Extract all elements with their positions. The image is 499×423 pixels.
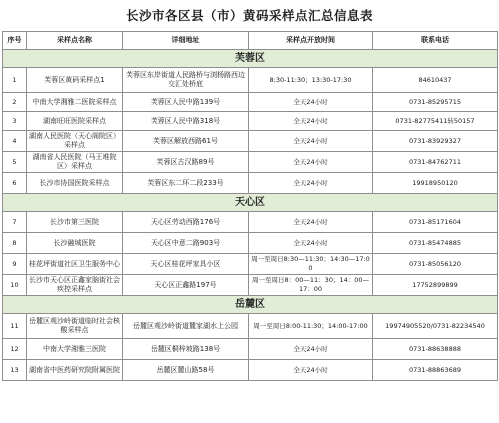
cell-address: 芙蓉区东二环二段233号 <box>123 173 249 194</box>
table-row <box>3 212 498 233</box>
cell-phone: 0731-85295715 <box>373 93 498 112</box>
cell-address: 芙蓉区古汉路89号 <box>123 152 249 173</box>
column-header-address: 详细地址 <box>123 32 249 50</box>
cell-hours: 周一至周日8:00-11:30；14:00-17:00 <box>249 314 373 339</box>
cell-name: 长沙市天心区正鑫家脑街社会疾控采样点 <box>27 275 123 296</box>
cell-hours: 周一至周日8:30—11:30；14:30—17:00 <box>249 254 373 275</box>
cell-phone: 0731-82775411转50157 <box>373 112 498 131</box>
cell-phone: 19974905520/0731-82234540 <box>373 314 498 339</box>
cell-hours: 全天24小时 <box>249 360 373 381</box>
cell-hours: 全天24小时 <box>249 339 373 360</box>
column-header-name: 采样点名称 <box>27 32 123 50</box>
cell-address: 岳麓区观沙岭街道麓家湖水上公园 <box>123 314 249 339</box>
cell-hours: 全天24小时 <box>249 112 373 131</box>
table-row <box>3 254 498 275</box>
cell-phone: 0731-83929327 <box>373 131 498 152</box>
cell-hours: 全天24小时 <box>249 152 373 173</box>
cell-phone: 0731-88638888 <box>373 339 498 360</box>
cell-phone: 0731-85474885 <box>373 233 498 254</box>
cell-hours: 全天24小时 <box>249 233 373 254</box>
cell-no: 3 <box>3 112 27 131</box>
table-row <box>3 233 498 254</box>
section-row <box>3 50 498 68</box>
section-title: 芙蓉区 <box>3 50 498 68</box>
cell-no: 12 <box>3 339 27 360</box>
cell-phone: 0731-84762711 <box>373 152 498 173</box>
cell-name: 长沙市第三医院 <box>27 212 123 233</box>
cell-address: 天心区桂花坪家具小区 <box>123 254 249 275</box>
table-row <box>3 152 498 173</box>
cell-address: 芙蓉区人民中路318号 <box>123 112 249 131</box>
cell-hours: 周一至周日8：00—11：30；14：00—17：00 <box>249 275 373 296</box>
section-row <box>3 194 498 212</box>
column-header-hours: 采样点开放时间 <box>249 32 373 50</box>
cell-phone: 19918950120 <box>373 173 498 194</box>
table-row <box>3 131 498 152</box>
cell-name: 长沙市协国医院采样点 <box>27 173 123 194</box>
cell-name: 湖南人民医院（天心阁院区）采样点 <box>27 131 123 152</box>
cell-name: 桂花坪街道社区卫生服务中心 <box>27 254 123 275</box>
table-row <box>3 314 498 339</box>
section-title: 天心区 <box>3 194 498 212</box>
column-header-no: 序号 <box>3 32 27 50</box>
cell-name: 长沙融城医院 <box>27 233 123 254</box>
table-row <box>3 339 498 360</box>
cell-name: 芙蓉区黄码采样点1 <box>27 68 123 93</box>
cell-phone: 0731-85056120 <box>373 254 498 275</box>
table-row <box>3 275 498 296</box>
cell-address: 芙蓉区东岸街道人民路桥与浏杨路西边交汇处桥底 <box>123 68 249 93</box>
cell-address: 芙蓉区解放西路61号 <box>123 131 249 152</box>
cell-no: 5 <box>3 152 27 173</box>
cell-no: 13 <box>3 360 27 381</box>
column-header-phone: 联系电话 <box>373 32 498 50</box>
cell-no: 11 <box>3 314 27 339</box>
sampling-points-table <box>2 31 498 381</box>
cell-hours: 全天24小时 <box>249 93 373 112</box>
table-row <box>3 93 498 112</box>
section-title: 岳麓区 <box>3 296 498 314</box>
page-title: 长沙市各区县（市）黄码采样点汇总信息表 <box>125 8 373 23</box>
cell-address: 岳麓区桐梓坡路138号 <box>123 339 249 360</box>
cell-address: 天心区中意二路903号 <box>123 233 249 254</box>
cell-no: 8 <box>3 233 27 254</box>
cell-phone: 84610437 <box>373 68 498 93</box>
cell-address: 天心区正鑫路197号 <box>123 275 249 296</box>
table-row <box>3 173 498 194</box>
cell-no: 7 <box>3 212 27 233</box>
cell-no: 9 <box>3 254 27 275</box>
cell-phone: 0731-88863689 <box>373 360 498 381</box>
cell-no: 2 <box>3 93 27 112</box>
table-row <box>3 360 498 381</box>
cell-hours: 8:30-11:30；13:30-17:30 <box>249 68 373 93</box>
cell-phone: 0731-85171604 <box>373 212 498 233</box>
section-row <box>3 296 498 314</box>
cell-hours: 全天24小时 <box>249 212 373 233</box>
cell-address: 岳麓区麓山路58号 <box>123 360 249 381</box>
cell-address: 芙蓉区人民中路139号 <box>123 93 249 112</box>
table-row <box>3 68 498 93</box>
cell-hours: 全天24小时 <box>249 173 373 194</box>
cell-name: 湖南旺旺医院采样点 <box>27 112 123 131</box>
table-row <box>3 112 498 131</box>
cell-no: 10 <box>3 275 27 296</box>
cell-name: 岳麓区观沙岭街道临时社会核酸采样点 <box>27 314 123 339</box>
header-row <box>3 32 498 50</box>
cell-no: 1 <box>3 68 27 93</box>
cell-no: 4 <box>3 131 27 152</box>
cell-no: 6 <box>3 173 27 194</box>
cell-name: 中南大学湘雅二医院采样点 <box>27 93 123 112</box>
cell-name: 湖南省中医药研究院附属医院 <box>27 360 123 381</box>
cell-phone: 17752899899 <box>373 275 498 296</box>
cell-name: 湖南省人民医院（马王堆院区）采样点 <box>27 152 123 173</box>
cell-name: 中南大学湘雅三医院 <box>27 339 123 360</box>
cell-hours: 全天24小时 <box>249 131 373 152</box>
cell-address: 天心区劳动西路176号 <box>123 212 249 233</box>
